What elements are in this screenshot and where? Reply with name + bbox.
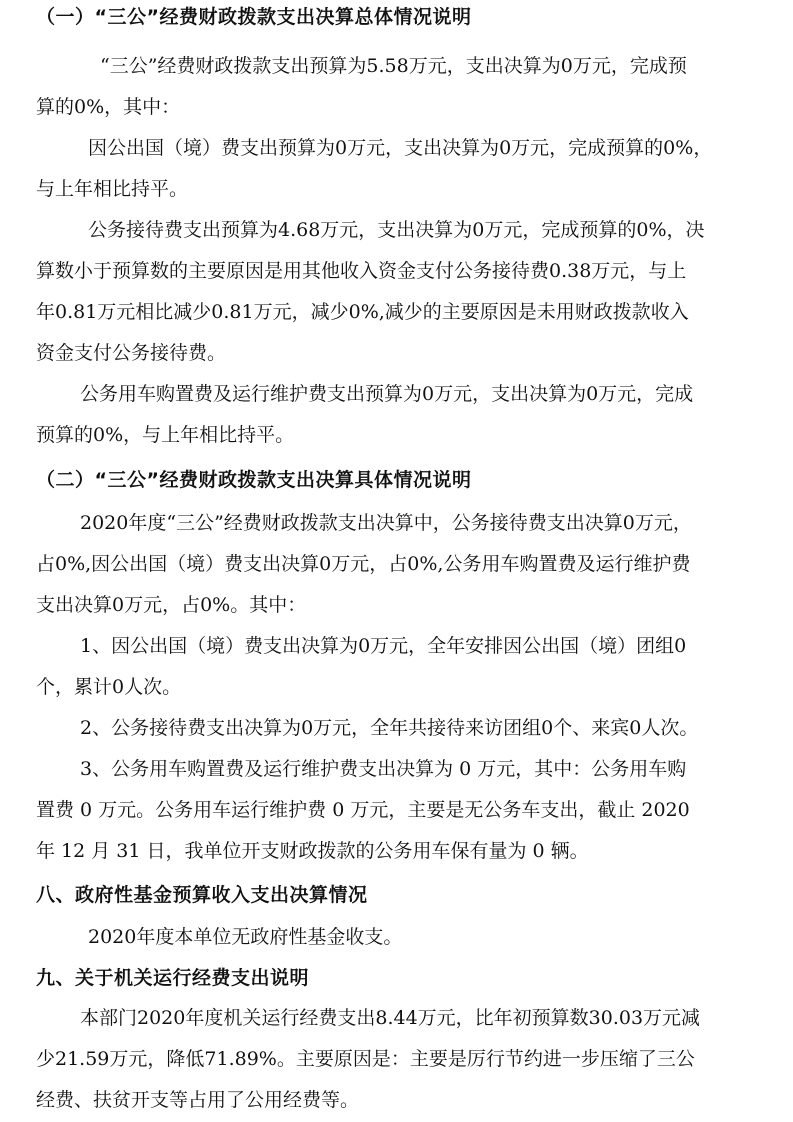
paragraph-vehicles <box>36 374 758 456</box>
text-line: 年 12 月 31 日，我单位开支财政拨款的公务用车保有量为 0 辆。 <box>36 840 589 862</box>
paragraph-sangong-budget <box>36 46 758 128</box>
text-line: 少21.59万元，降低71.89%。主要原因是：主要是厉行节约进一步压缩了三公 <box>36 1048 695 1070</box>
text-line: 算数小于预算数的主要原因是用其他收入资金支付公务接待费0.38万元，与上 <box>36 260 687 282</box>
paragraph-gov-fund <box>36 917 758 958</box>
text-line: 因公出国（境）费支出预算为0万元，支出决算为0万元，完成预算的0%， <box>88 137 713 159</box>
paragraph-2020-detail <box>36 503 758 626</box>
text-line: 支出决算0万元，占0%。其中： <box>36 594 307 616</box>
text-line: 3、公务用车购置费及运行维护费支出决算为 0 万元，其中：公务用车购 <box>80 758 687 780</box>
text-line: 经费、扶贫开支等占用了公用经费等。 <box>36 1089 360 1111</box>
paragraph-overseas-travel <box>36 128 758 210</box>
section-heading-8: 八、政府性基金预算收入支出决算情况 <box>36 884 368 906</box>
paragraph-item-2 <box>36 708 758 749</box>
section-heading-1: （一）“三公”经费财政拨款支出决算总体情况说明 <box>36 6 472 28</box>
paragraph-operating-costs <box>36 998 758 1121</box>
text-line: 与上年相比持平。 <box>36 178 189 200</box>
text-line: 预算的0%，与上年相比持平。 <box>36 424 295 446</box>
paragraph-item-3 <box>36 749 758 872</box>
text-line: 本部门2020年度机关运行经费支出8.44万元，比年初预算数30.03万元减 <box>80 1007 701 1029</box>
text-line: 资金支付公务接待费。 <box>36 342 227 364</box>
paragraph-reception <box>36 210 758 374</box>
text-line: 占0%,因公出国（境）费支出决算0万元，占0%,公务用车购置费及运行维护费 <box>36 553 691 575</box>
text-line: 公务用车购置费及运行维护费支出预算为0万元，支出决算为0万元，完成 <box>80 383 694 405</box>
text-line: 1、因公出国（境）费支出决算为0万元，全年安排因公出国（境）团组0 <box>80 635 687 657</box>
paragraph-item-1 <box>36 626 758 708</box>
text-line: 2020年度“三公”经费财政拨款支出决算中，公务接待费支出决算0万元， <box>80 512 692 534</box>
text-line: 个，累计0人次。 <box>36 676 182 698</box>
text-line: 年0.81万元相比减少0.81万元，减少0%,减少的主要原因是未用财政拨款收入 <box>36 301 689 323</box>
text-line: 2020年度本单位无政府性基金收支。 <box>88 926 403 948</box>
text-line: 置费 0 万元。公务用车运行维护费 0 万元，主要是无公务车支出，截止 2020 <box>36 799 690 821</box>
text-line: 公务接待费支出预算为4.68万元，支出决算为0万元，完成预算的0%，决 <box>88 219 705 241</box>
text-line: 2、公务接待费支出决算为0万元，全年共接待来访团组0个、来宾0人次。 <box>80 717 699 739</box>
section-heading-9: 九、关于机关运行经费支出说明 <box>36 967 310 989</box>
text-line: “三公”经费财政拨款支出预算为5.58万元，支出决算为0万元，完成预 <box>100 55 687 77</box>
section-heading-2: （二）“三公”经费财政拨款支出决算具体情况说明 <box>36 469 472 491</box>
text-line: 算的0%，其中： <box>36 96 181 118</box>
